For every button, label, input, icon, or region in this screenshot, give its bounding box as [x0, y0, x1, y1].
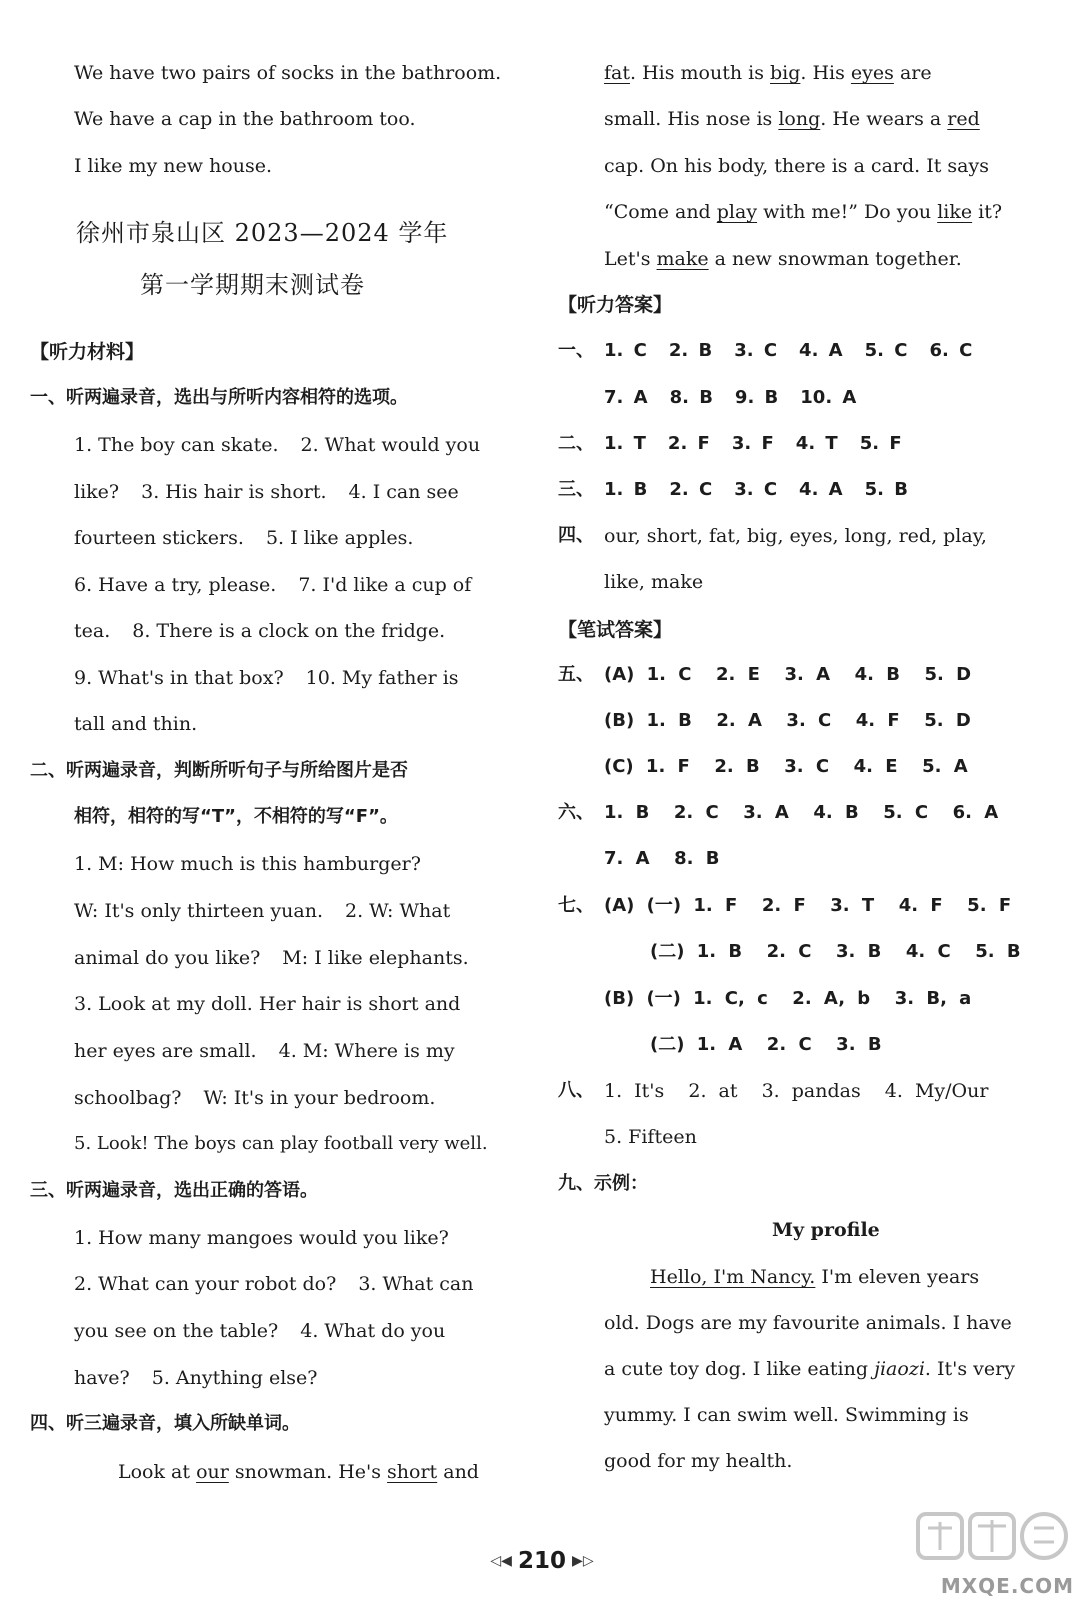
arrow-right-icon: ▶▷ — [572, 1553, 594, 1569]
answer-word: short — [387, 1461, 438, 1483]
answer-row: 7. A 8. B — [604, 848, 720, 869]
text-line: her eyes are small. 4. M: Where is my — [74, 1040, 455, 1062]
text-line: We have two pairs of socks in the bathroom. — [74, 62, 502, 84]
answer-row: (二) 1. B 2. C 3. B 4. C 5. B — [650, 941, 1021, 962]
answer-row: (C) 1. F 2. B 3. C 4. E 5. A — [604, 756, 968, 777]
answer-label: 七、 — [558, 895, 594, 916]
answer-label: 五、 — [558, 664, 594, 685]
text-line: have? 5. Anything else? — [74, 1367, 318, 1389]
essay-line: old. Dogs are my favourite animals. I have — [604, 1312, 1012, 1334]
text-line: We have a cap in the bathroom too. — [74, 108, 416, 130]
answer-word: play — [716, 201, 758, 223]
answer-word: like — [937, 201, 973, 223]
text-line: 3. Look at my doll. Her hair is short and — [74, 993, 461, 1015]
answer-row: (B) 1. B 2. A 3. C 4. F 5. D — [604, 710, 971, 731]
text-line: small. His nose is long. He wears a red — [604, 108, 980, 130]
answer-label: 九、示例： — [558, 1173, 648, 1194]
watermark-text: MXQE.COM — [940, 1574, 1074, 1598]
answer-word: fat — [604, 62, 630, 84]
answer-row: 7. A 8. B 9. B 10. A — [604, 387, 857, 408]
text-line: fourteen stickers. 5. I like apples. — [74, 527, 414, 549]
answer-row: 1. C 2. B 3. C 4. A 5. C 6. C — [604, 340, 973, 361]
text-line: schoolbag? W: It's in your bedroom. — [74, 1087, 436, 1109]
answer-label: 四、 — [558, 525, 594, 546]
section-3-header: 三、听两遍录音，选出正确的答语。 — [30, 1180, 318, 1201]
answer-word: our — [196, 1461, 229, 1483]
answer-row: (B) (一) 1. C, c 2. A, b 3. B, a — [604, 988, 972, 1009]
answer-row: (A) 1. C 2. E 3. A 4. B 5. D — [604, 664, 972, 685]
answer-row: like, make — [604, 571, 704, 593]
essay-line: good for my health. — [604, 1450, 793, 1472]
text-line: 6. Have a try, please. 7. I'd like a cup of — [74, 574, 472, 596]
section-2-header: 二、听两遍录音，判断所听句子与所给图片是否 — [30, 760, 408, 781]
essay-title: My profile — [772, 1219, 880, 1241]
section-4-header: 四、听三遍录音，填入所缺单词。 — [30, 1413, 300, 1434]
text-line: W: It's only thirteen yuan. 2. W: What — [74, 900, 451, 922]
essay-line: a cute toy dog. I like eating jiaozi. It's very — [604, 1358, 1015, 1380]
text-line: 9. What's in that box? 10. My father is — [74, 667, 459, 689]
text-line: Look at our snowman. He's short and — [118, 1461, 479, 1483]
answer-word: big — [770, 62, 801, 84]
text-line: you see on the table? 4. What do you — [74, 1320, 446, 1342]
answer-label: 六、 — [558, 802, 594, 823]
answer-row: 1. It's 2. at 3. pandas 4. My/Our — [604, 1080, 989, 1102]
text-line: I like my new house. — [74, 155, 273, 177]
essay-line: yummy. I can swim well. Swimming is — [604, 1404, 969, 1426]
text-line: 1. The boy can skate. 2. What would you — [74, 434, 481, 456]
text-line: 5. Look! The boys can play football very well. — [74, 1133, 488, 1154]
section-header-listening-answers: 【听力答案】 — [558, 294, 673, 316]
answer-word: red — [947, 108, 980, 130]
answer-row: our, short, fat, big, eyes, long, red, play, — [604, 525, 987, 547]
text-line: animal do you like? M: I like elephants. — [74, 947, 469, 969]
section-2-header-cont: 相符，相符的写“T”，不相符的写“F”。 — [74, 806, 398, 827]
answer-label: 一、 — [558, 340, 594, 361]
section-1-header: 一、听两遍录音，选出与所听内容相符的选项。 — [30, 387, 408, 408]
text-line: like? 3. His hair is short. 4. I can see — [74, 481, 459, 503]
section-header-written-answers: 【笔试答案】 — [558, 619, 673, 641]
answer-row: 1. T 2. F 3. F 4. T 5. F — [604, 433, 902, 454]
answer-label: 三、 — [558, 479, 594, 500]
page-number: 210 — [517, 1548, 566, 1574]
text-line: 1. M: How much is this hamburger? — [74, 853, 421, 875]
answer-label: 八、 — [558, 1080, 594, 1101]
arrow-left-icon: ◁◀ — [490, 1553, 512, 1569]
text-line: tea. 8. There is a clock on the fridge. — [74, 620, 446, 642]
answer-row: 1. B 2. C 3. C 4. A 5. B — [604, 479, 908, 500]
answer-row: (二) 1. A 2. C 3. B — [650, 1034, 882, 1055]
answer-row: (A) (一) 1. F 2. F 3. T 4. F 5. F — [604, 895, 1012, 916]
text-line: “Come and play with me!” Do you like it? — [604, 201, 1003, 223]
answer-row: 5. Fifteen — [604, 1126, 697, 1148]
text-line: Let's make a new snowman together. — [604, 248, 962, 270]
text-line: 1. How many mangoes would you like? — [74, 1227, 449, 1249]
section-header-listening-material: 【听力材料】 — [30, 341, 145, 363]
answer-word: make — [656, 248, 709, 270]
exam-title-line1: 徐州市泉山区 2023—2024 学年 — [76, 219, 449, 247]
text-line: tall and thin. — [74, 713, 198, 735]
text-line: fat. His mouth is big. His eyes are — [604, 62, 932, 84]
answer-word: eyes — [850, 62, 894, 84]
exam-title-line2: 第一学期期末测试卷 — [140, 271, 365, 299]
text-line: cap. On his body, there is a card. It says — [604, 155, 989, 177]
essay-line: Hello, I'm Nancy. I'm eleven years — [650, 1266, 980, 1288]
answer-word: long — [778, 108, 821, 130]
answer-label: 二、 — [558, 433, 594, 454]
answer-row: 1. B 2. C 3. A 4. B 5. C 6. A — [604, 802, 999, 823]
text-line: 2. What can your robot do? 3. What can — [74, 1273, 474, 1295]
